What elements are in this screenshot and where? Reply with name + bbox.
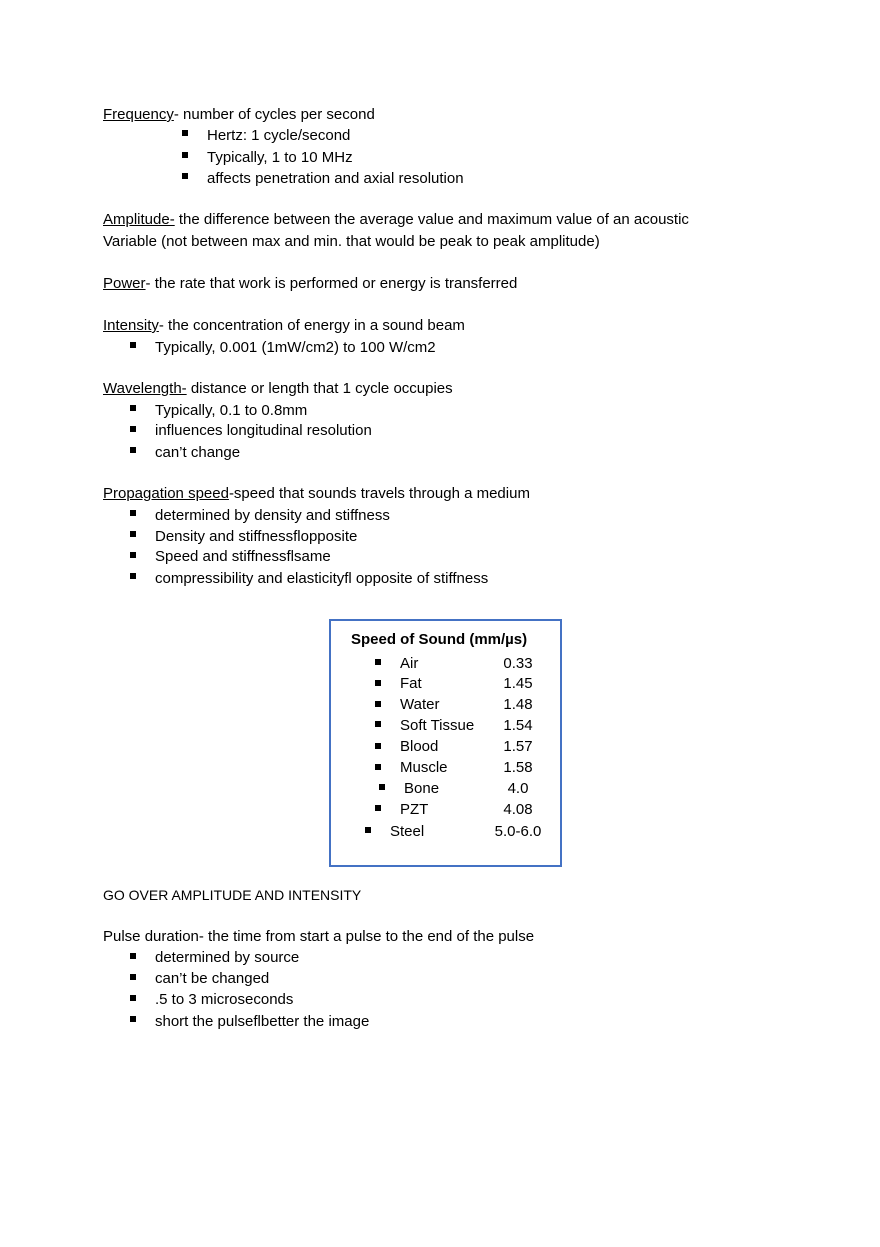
speed-row-value: 1.57 (503, 738, 533, 755)
note-text: GO OVER AMPLITUDE AND INTENSITY (103, 887, 362, 903)
frequency-bullet: Typically, 1 to 10 MHz (207, 149, 353, 166)
wavelength-definition: distance or length that 1 cycle occupies (186, 380, 453, 397)
bullet-icon (130, 552, 136, 558)
propagation-bullet: compressibility and elasticityfl opposite of stiffness (155, 570, 489, 587)
bullet-icon (182, 130, 188, 136)
bullet-icon (375, 743, 381, 749)
pulse-bullet: .5 to 3 microseconds (155, 991, 294, 1008)
bullet-icon (130, 995, 136, 1001)
bullet-icon (130, 510, 136, 516)
propagation-definition: -speed that sounds travels through a medium (228, 485, 530, 502)
amplitude-term: Amplitude- (103, 211, 175, 228)
power-term: Power (103, 275, 146, 292)
speed-row-value: 0.33 (503, 655, 533, 672)
bullet-icon (379, 784, 385, 790)
speed-row-value: 4.08 (503, 801, 533, 818)
speed-row-name: Air (400, 655, 419, 672)
propagation-bullet: Speed and stiffnessflsame (155, 548, 331, 565)
wavelength-term: Wavelength- (103, 380, 187, 397)
intensity-heading (103, 316, 465, 336)
power-definition: - the rate that work is performed or energy is transferred (145, 275, 518, 292)
speed-row-name: Soft Tissue (400, 717, 475, 734)
bullet-icon (375, 805, 381, 811)
bullet-icon (130, 447, 136, 453)
bullet-icon (130, 426, 136, 432)
bullet-icon (130, 342, 136, 348)
frequency-term: Frequency (103, 106, 174, 123)
power-heading (103, 274, 517, 294)
bullet-icon (130, 405, 136, 411)
amplitude-definition: the difference between the average value and maximum value of an acoustic (174, 211, 689, 228)
bullet-icon (375, 701, 381, 707)
frequency-definition: - number of cycles per second (173, 106, 375, 123)
amplitude-heading (103, 210, 689, 230)
frequency-bullet: affects penetration and axial resolution (207, 170, 464, 187)
bullet-icon (130, 531, 136, 537)
speed-table-title: Speed of Sound (mm/µs) (351, 631, 528, 648)
speed-row-name: Water (400, 696, 440, 713)
frequency-heading (103, 105, 375, 125)
speed-row-value: 4.0 (507, 780, 529, 797)
bullet-icon (130, 974, 136, 980)
pulse-bullet: short the pulseflbetter the image (155, 1013, 370, 1030)
wavelength-bullet: can’t change (155, 444, 241, 461)
speed-row-value: 5.0-6.0 (494, 823, 542, 840)
propagation-term: Propagation speed (103, 485, 229, 502)
bullet-icon (130, 1016, 136, 1022)
speed-row-name: Fat (400, 675, 422, 692)
bullet-icon (375, 764, 381, 770)
wavelength-bullet: influences longitudinal resolution (155, 422, 372, 439)
speed-row-value: 1.54 (503, 717, 533, 734)
propagation-heading (103, 484, 530, 504)
bullet-icon (182, 152, 188, 158)
speed-row-value: 1.45 (503, 675, 533, 692)
propagation-bullet: Density and stiffnessflopposite (155, 528, 358, 545)
bullet-icon (365, 827, 371, 833)
wavelength-heading (103, 379, 453, 399)
speed-row-value: 1.58 (503, 759, 533, 776)
speed-row-name: Blood (400, 738, 439, 755)
amplitude-definition-continued: Variable (not between max and min. that would be peak to peak amplitude) (103, 233, 600, 250)
bullet-icon (375, 721, 381, 727)
intensity-bullet: Typically, 0.001 (1mW/cm2) to 100 W/cm2 (155, 339, 436, 356)
speed-row-name: PZT (400, 801, 429, 818)
speed-row-name: Bone (404, 780, 440, 797)
bullet-icon (375, 659, 381, 665)
bullet-icon (130, 953, 136, 959)
pulse-bullet: can’t be changed (155, 970, 270, 987)
pulse-heading: Pulse duration- the time from start a pulse to the end of the pulse (103, 928, 535, 945)
speed-row-value: 1.48 (503, 696, 533, 713)
speed-row-name: Muscle (400, 759, 448, 776)
bullet-icon (130, 573, 136, 579)
bullet-icon (182, 173, 188, 179)
speed-row-name: Steel (390, 823, 425, 840)
intensity-term: Intensity (103, 317, 159, 334)
frequency-bullet: Hertz: 1 cycle/second (207, 127, 351, 144)
propagation-bullet: determined by density and stiffness (155, 507, 390, 524)
wavelength-bullet: Typically, 0.1 to 0.8mm (155, 402, 308, 419)
pulse-bullet: determined by source (155, 949, 300, 966)
intensity-definition: - the concentration of energy in a sound beam (158, 317, 465, 334)
bullet-icon (375, 680, 381, 686)
